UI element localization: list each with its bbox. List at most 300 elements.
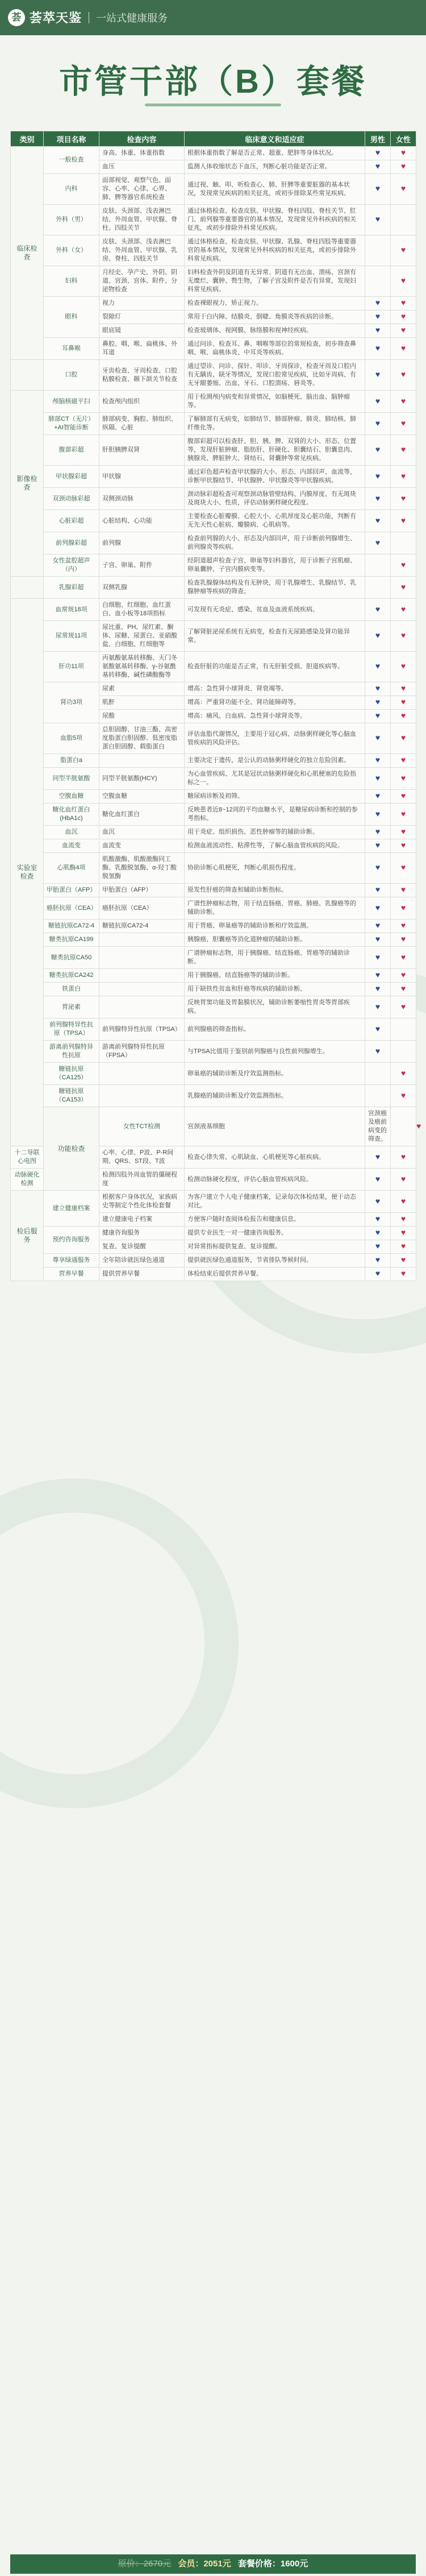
heart-icon: ♥ <box>400 755 406 764</box>
meaning-cell: 体检结束后提供营养早餐。 <box>185 1268 365 1281</box>
content-cell: 根据客户身体状况，家族病史等制定个性化体检套餐 <box>99 1191 185 1213</box>
category-cell: 功能检查 <box>44 1107 99 1191</box>
content-cell: 身高、体重、体重指数 <box>99 147 185 160</box>
female-applicable-cell <box>391 1227 416 1240</box>
female-applicable-cell <box>391 413 416 435</box>
male-applicable-cell <box>365 338 391 360</box>
item-name-cell: 内科 <box>44 174 99 205</box>
heart-icon: ♥ <box>400 697 406 706</box>
male-applicable-cell <box>365 1213 391 1227</box>
meaning-cell: 了解肾脏泌尿系统有无病变，检查有无尿路感染及肾功能异常。 <box>185 621 365 652</box>
heart-icon: ♥ <box>400 885 406 894</box>
table-row <box>11 147 416 160</box>
content-cell: 建立健康电子档案 <box>99 1213 185 1227</box>
table-row <box>11 920 416 933</box>
item-name-cell: 肾功3项 <box>44 682 99 723</box>
female-applicable-cell <box>391 1018 416 1041</box>
heart-icon: ♥ <box>375 343 381 353</box>
content-cell <box>99 1063 185 1085</box>
item-name-cell: 建立健康档案 <box>44 1191 99 1227</box>
heart-icon: ♥ <box>375 921 381 930</box>
item-name-cell: 女性盆腔超声（内） <box>44 554 99 577</box>
meaning-cell: 用于检测颅内病变和异常情况，如脑梗死、脑出血、脑肿瘤等。 <box>185 391 365 413</box>
female-applicable-cell <box>391 1169 416 1191</box>
item-name-cell: 心肌酶4项 <box>44 853 99 884</box>
item-name-cell: 血沉 <box>44 826 99 839</box>
male-applicable-cell <box>365 696 391 710</box>
meaning-cell: 通过问诊、检查耳、鼻、咽喉等部位的常规检查，初步筛查鼻咽、喉、扁桃体炎、中耳炎等疾病。 <box>185 338 365 360</box>
meaning-cell: 提供专业医生一对一健康咨询服务。 <box>185 1227 365 1240</box>
title-underline <box>145 103 281 106</box>
content-cell: 空腹血糖 <box>99 790 185 804</box>
item-name-cell: 血常规18项 <box>44 599 99 621</box>
meaning-cell: 广谱肿瘤标志物，用于胰腺癌、结直肠癌、胃癌等的辅助诊断。 <box>185 947 365 969</box>
heart-icon: ♥ <box>375 661 381 670</box>
background-watermark <box>0 1478 239 1808</box>
item-name-cell: 肝功11项 <box>44 652 99 682</box>
heart-icon: ♥ <box>400 370 406 379</box>
female-applicable-cell <box>391 1240 416 1254</box>
content-cell: 裂隙灯 <box>99 310 185 324</box>
item-name-cell: 糖链抗原CA72-4 <box>44 920 99 933</box>
female-applicable-cell <box>391 983 416 996</box>
heart-icon: ♥ <box>375 1152 381 1161</box>
header-male: 男性 <box>365 131 391 147</box>
table-row <box>11 466 416 488</box>
meaning-cell: 为客户建立个人电子健康档案，记录每次体检结果，便于动态对比。 <box>185 1191 365 1213</box>
female-applicable-cell <box>391 147 416 160</box>
category-cell <box>11 360 44 391</box>
female-applicable-cell <box>391 754 416 768</box>
meaning-cell: 通过彩色超声检查甲状腺的大小、形态、内部回声、血流等，诊断甲状腺结节、甲状腺肿、甲状腺炎等甲状腺疾病。 <box>185 466 365 488</box>
header-meaning: 临床意义和适应症 <box>185 131 365 147</box>
heart-icon: ♥ <box>400 840 406 850</box>
content-cell: 提供营养早餐 <box>99 1268 185 1281</box>
heart-icon: ♥ <box>375 1214 381 1223</box>
heart-icon: ♥ <box>375 214 381 223</box>
table-row <box>11 804 416 826</box>
male-applicable-cell <box>365 996 391 1018</box>
male-applicable-cell <box>365 174 391 205</box>
female-applicable-cell <box>391 1254 416 1268</box>
female-applicable-cell <box>391 826 416 839</box>
heart-icon: ♥ <box>400 493 406 503</box>
content-cell <box>99 983 185 996</box>
item-name-cell: 营养早餐 <box>44 1268 99 1281</box>
table-row <box>11 621 416 652</box>
table-row <box>11 488 416 510</box>
meaning-cell: 胰腺癌、胆囊癌等消化道肿瘤的辅助诊断。 <box>185 933 365 947</box>
female-applicable-cell <box>391 839 416 853</box>
heart-icon: ♥ <box>375 184 381 193</box>
meaning-cell: 了解肺部有无病变，如肺结节、肺部肿瘤、肺炎、肺结核、肺纤维化等。 <box>185 413 365 435</box>
content-cell: 宫颈液基细胞 <box>185 1107 365 1146</box>
meaning-cell: 对异常指标提供复查、复诊提醒。 <box>185 1240 365 1254</box>
heart-icon: ♥ <box>375 952 381 962</box>
table-row <box>11 790 416 804</box>
package-table <box>10 131 421 1281</box>
table-row <box>11 1063 416 1085</box>
table-row <box>11 577 416 599</box>
table-row <box>11 554 416 577</box>
male-applicable-cell <box>365 1268 391 1281</box>
package-table-wrapper <box>10 131 421 1281</box>
category-cell <box>11 577 44 599</box>
meaning-cell: 通过体格检查、检查皮肤、甲状腺、脊柱四肢、脊柱关节、肛门、前列腺等重要器官的基本情况，发现常见外科疾病的相关征兆，或初步排除外科常见疾病。 <box>185 205 365 235</box>
male-applicable-cell <box>365 897 391 920</box>
meaning-cell: 主要检查心脏瓣膜、心腔大小、心肌厚度及心脏功能，判断有无先天性心脏病、瓣膜病、心肌病等。 <box>185 510 365 532</box>
content-cell: 月经史、孕产史、外阴、阴道、宫颈、宫体、附件、分泌物检查 <box>99 266 185 297</box>
male-applicable-cell <box>365 754 391 768</box>
brand-name: 荟萃天鉴 <box>30 11 82 25</box>
content-cell: 癌胚抗原（CEA） <box>99 897 185 920</box>
heart-icon: ♥ <box>375 1174 381 1183</box>
item-name-cell: 眼科 <box>44 297 99 338</box>
female-applicable-cell <box>391 897 416 920</box>
item-name-cell: 同型半胱氨酸 <box>44 768 99 790</box>
meaning-cell: 增高：急性肾小球肾炎、肾衰竭等。 <box>185 682 365 696</box>
heart-icon: ♥ <box>400 934 406 943</box>
female-applicable-cell <box>391 768 416 790</box>
meaning-cell: 通过望诊、问诊、探针、叩诊、牙周探诊，检查牙周及口腔内有无龋齿、缺牙等情况，发现口腔常见疾病，比如牙周病、有无牙龈萎缩、出血、牙石、口腔溃疡、唇炎等。 <box>185 360 365 391</box>
meaning-cell: 方便客户随时查阅体检报告和健康信息。 <box>185 1213 365 1227</box>
heart-icon: ♥ <box>400 921 406 930</box>
heart-icon: ♥ <box>375 418 381 428</box>
female-applicable-cell <box>391 599 416 621</box>
male-applicable-cell <box>365 488 391 510</box>
content-cell <box>99 754 185 768</box>
heart-icon: ♥ <box>400 1269 406 1278</box>
content-cell: 血压 <box>99 160 185 174</box>
heart-icon: ♥ <box>375 791 381 800</box>
heart-icon: ♥ <box>400 1152 406 1161</box>
header-category: 类别 <box>11 131 44 147</box>
meaning-cell: 常用于白内障、结膜炎、倒睫、角膜炎等疾病的诊断。 <box>185 310 365 324</box>
female-applicable-cell <box>391 853 416 884</box>
female-applicable-cell <box>391 466 416 488</box>
table-row <box>11 933 416 947</box>
heart-icon: ♥ <box>375 711 381 720</box>
heart-icon: ♥ <box>375 863 381 872</box>
table-row <box>11 996 416 1018</box>
content-cell: 复查、复诊提醒 <box>99 1240 185 1254</box>
item-name-cell: 心脏彩超 <box>44 510 99 532</box>
item-name-cell: 血脂5项 <box>44 723 99 754</box>
male-applicable-cell <box>391 1107 416 1146</box>
female-applicable-cell <box>391 577 416 599</box>
heart-icon: ♥ <box>400 604 406 614</box>
heart-icon: ♥ <box>375 1024 381 1033</box>
table-row <box>11 754 416 768</box>
male-applicable-cell <box>365 510 391 532</box>
meaning-cell: 通过体格检查、检查皮肤、甲状腺、乳腺、脊柱四肢等重要器官的基本情况，发现常见外科疾病的相关征兆，或初步排除外科常见疾病。 <box>185 235 365 266</box>
table-row <box>11 1107 416 1146</box>
content-cell: 前列腺 <box>99 532 185 554</box>
male-applicable-cell <box>365 1191 391 1213</box>
page-title: 市管干部（B）套餐 <box>59 63 367 100</box>
heart-icon: ♥ <box>400 1228 406 1237</box>
category-cell: 检后服务 <box>11 1191 44 1281</box>
content-cell: 总胆固醇、甘油三酯、高密度脂蛋白胆固醇、低密度脂蛋白胆固醇、载脂蛋白 <box>99 723 185 754</box>
item-name-cell: 空腹血糖 <box>44 790 99 804</box>
content-cell: 全年陪诊就医绿色通道 <box>99 1254 185 1268</box>
male-applicable-cell <box>365 826 391 839</box>
meaning-cell: 广谱性肿瘤标志物，用于结直肠癌、胃癌、肺癌、乳腺癌等的辅助诊断。 <box>185 897 365 920</box>
item-name-cell: 尿常规11项 <box>44 621 99 652</box>
heart-icon: ♥ <box>400 791 406 800</box>
heart-icon: ♥ <box>375 537 381 547</box>
male-applicable-cell <box>365 1146 391 1169</box>
heart-icon: ♥ <box>400 184 406 193</box>
heart-icon: ♥ <box>375 515 381 525</box>
female-applicable-cell <box>391 1268 416 1281</box>
item-name-cell: 外科（女） <box>44 235 99 266</box>
table-row <box>11 235 416 266</box>
female-applicable-cell <box>391 682 416 696</box>
item-name-cell: 糖类抗原CA242 <box>44 969 99 983</box>
female-applicable-cell <box>391 996 416 1018</box>
header-item: 项目名称 <box>44 131 99 147</box>
table-row <box>11 884 416 897</box>
female-applicable-cell <box>391 488 416 510</box>
female-applicable-cell <box>391 947 416 969</box>
male-applicable-cell <box>365 1041 391 1063</box>
heart-icon: ♥ <box>400 471 406 481</box>
content-cell: 血沉 <box>99 826 185 839</box>
heart-icon: ♥ <box>375 902 381 912</box>
meaning-cell: 卵巢癌的辅助诊断及疗效监测指标。 <box>185 1063 365 1085</box>
male-applicable-cell <box>365 147 391 160</box>
heart-icon: ♥ <box>400 809 406 818</box>
brand-logo[interactable] <box>8 9 168 26</box>
male-applicable-cell <box>365 266 391 297</box>
female-applicable-cell <box>391 1213 416 1227</box>
female-applicable-cell <box>391 554 416 577</box>
female-applicable-cell <box>391 969 416 983</box>
price-footer <box>10 2554 416 2574</box>
female-applicable-cell <box>391 1085 416 1107</box>
heart-icon: ♥ <box>375 325 381 334</box>
female-applicable-cell <box>391 310 416 324</box>
content-cell: 皮肤、头颈部、浅表淋巴结、外周血管、甲状腺、乳房、脊柱、四肢关节 <box>99 235 185 266</box>
heart-icon: ♥ <box>375 773 381 782</box>
table-row <box>11 682 416 696</box>
table-row <box>11 853 416 884</box>
heart-icon: ♥ <box>400 773 406 782</box>
item-name-cell: 甲胎蛋白（AFP） <box>44 884 99 897</box>
table-row <box>11 510 416 532</box>
male-applicable-cell <box>365 790 391 804</box>
item-name-cell: 糖链抗原（CA153） <box>44 1085 99 1107</box>
heart-icon: ♥ <box>400 733 406 742</box>
item-name-cell: 胃泌素 <box>44 996 99 1018</box>
heart-icon: ♥ <box>416 1121 421 1130</box>
heart-icon: ♥ <box>375 161 381 171</box>
meaning-cell: 检测动脉硬化程度，评估心脑血管疾病风险。 <box>185 1169 365 1191</box>
item-name-cell: 十二导联心电图 <box>11 1146 44 1169</box>
heart-icon: ♥ <box>400 984 406 993</box>
female-applicable-cell <box>391 723 416 754</box>
meaning-cell: 可发现有无炎症、感染、贫血及血液系统疾病。 <box>185 599 365 621</box>
male-applicable-cell <box>365 1085 391 1107</box>
male-applicable-cell <box>365 884 391 897</box>
heart-icon: ♥ <box>375 148 381 157</box>
content-cell: 检测四肢外周血管的僵硬程度 <box>99 1169 185 1191</box>
heart-icon: ♥ <box>375 697 381 706</box>
male-applicable-cell <box>365 391 391 413</box>
male-applicable-cell <box>365 1018 391 1041</box>
logo-icon: 荟 <box>8 9 25 26</box>
heart-icon: ♥ <box>375 631 381 640</box>
content-cell: 尿比重、PH、尿红素、酮体、尿糖、尿蛋白、亚硝酸盐、白细胞、红细胞等 <box>99 621 185 652</box>
table-row <box>11 983 416 996</box>
heart-icon: ♥ <box>375 1228 381 1237</box>
content-cell: 眼底镜 <box>99 324 185 338</box>
male-applicable-cell <box>365 804 391 826</box>
item-name-cell: 妇科 <box>44 266 99 297</box>
category-cell: 影像检查 <box>11 391 44 577</box>
female-applicable-cell <box>391 360 416 391</box>
content-cell: 肺部病变、胸腔、肺组织、纵隔、心脏 <box>99 413 185 435</box>
content-cell: 子宫、卵巢、附件 <box>99 554 185 577</box>
heart-icon: ♥ <box>375 885 381 894</box>
meaning-cell: 前列腺癌的筛查指标。 <box>185 1018 365 1041</box>
content-cell: 心脏结构、心功能 <box>99 510 185 532</box>
content-cell: 甲胎蛋白（AFP） <box>99 884 185 897</box>
male-applicable-cell <box>365 768 391 790</box>
table-row <box>11 839 416 853</box>
category-cell: 临床检查 <box>11 147 44 360</box>
male-applicable-cell <box>365 1063 391 1085</box>
female-applicable-cell <box>391 435 416 466</box>
table-row <box>11 1041 416 1063</box>
content-cell: 尿素 <box>99 682 185 696</box>
content-cell: 鼻腔、咽、喉、扁桃体、外耳道 <box>99 338 185 360</box>
item-name-cell: 预约咨询服务 <box>44 1227 99 1254</box>
heart-icon: ♥ <box>375 809 381 818</box>
table-row <box>11 532 416 554</box>
table-row <box>11 768 416 790</box>
male-applicable-cell <box>365 1169 391 1191</box>
meaning-cell: 检测血液流动性、粘滞性等，了解心脑血管疾病的风险。 <box>185 839 365 853</box>
heart-icon: ♥ <box>400 582 406 591</box>
item-name-cell: 口腔 <box>44 360 99 391</box>
meaning-cell: 用于胃癌、卵巢癌等的辅助诊断和疗效监测。 <box>185 920 365 933</box>
female-applicable-cell <box>391 338 416 360</box>
heart-icon: ♥ <box>400 684 406 693</box>
table-row <box>11 338 416 360</box>
male-applicable-cell <box>365 839 391 853</box>
heart-icon: ♥ <box>400 445 406 454</box>
female-applicable-cell <box>391 933 416 947</box>
heart-icon: ♥ <box>400 276 406 285</box>
table-row <box>11 205 416 235</box>
content-cell: 游离前列腺特异性抗原（FPSA） <box>99 1041 185 1063</box>
male-applicable-cell <box>365 554 391 577</box>
content-cell: 双侧颈动脉 <box>99 488 185 510</box>
meaning-cell: 妇科检查外阴及阴道有无异常、阴道有无出血、溃疡、宫颈有无糜烂、囊肿、赘生物，了解子宫及附件是否有异常，发现妇科常见疾病。 <box>185 266 365 297</box>
female-applicable-cell <box>391 1041 416 1063</box>
female-applicable-cell <box>391 1146 416 1169</box>
meaning-cell: 糖尿病诊断及初筛。 <box>185 790 365 804</box>
table-row <box>11 947 416 969</box>
member-price: 会员：2051元 <box>178 2559 231 2569</box>
heart-icon: ♥ <box>400 827 406 836</box>
content-cell <box>99 1085 185 1107</box>
item-name-cell: 耳鼻喉 <box>44 338 99 360</box>
meaning-cell: 增高：痛风、白血病、急性肾小球肾炎等。 <box>185 710 365 723</box>
heart-icon: ♥ <box>375 396 381 405</box>
heart-icon: ♥ <box>400 661 406 670</box>
item-name-cell: 尊享绿通服务 <box>44 1254 99 1268</box>
heart-icon: ♥ <box>400 515 406 525</box>
meaning-cell: 监测人体收缩状态下血压，判断心脏功能是否正常。 <box>185 160 365 174</box>
table-row <box>11 1268 416 1281</box>
item-name-cell: 颅脑核磁平扫 <box>44 391 99 413</box>
header-content: 检查内容 <box>99 131 185 147</box>
heart-icon: ♥ <box>400 902 406 912</box>
item-name-cell: 前列腺特异性抗原（TPSA） <box>44 1018 99 1041</box>
male-applicable-cell <box>365 933 391 947</box>
heart-icon: ♥ <box>375 312 381 321</box>
meaning-cell: 为心血管疾病、尤其是冠状动脉粥样硬化和心肌梗塞的危险指标之一。 <box>185 768 365 790</box>
heart-icon: ♥ <box>400 1196 406 1206</box>
item-name-cell: 动脉硬化检测 <box>11 1169 44 1191</box>
item-name-cell: 肺部CT（无片）+AI智能诊断 <box>44 413 99 435</box>
item-name-cell: 一般检查 <box>44 147 99 174</box>
content-cell: 视力 <box>99 297 185 310</box>
table-row <box>11 1227 416 1240</box>
table-row <box>11 413 416 435</box>
heart-icon: ♥ <box>400 148 406 157</box>
meaning-cell: 增高：严重肾功能不全、肾功能障碍等。 <box>185 696 365 710</box>
heart-icon: ♥ <box>400 245 406 254</box>
male-applicable-cell <box>365 1240 391 1254</box>
content-cell: 肌酐 <box>99 696 185 710</box>
table-row <box>11 391 416 413</box>
brand-bar <box>0 0 426 35</box>
item-name-cell: 乳腺彩超 <box>44 577 99 599</box>
brand-slogan: 一站式健康服务 <box>96 12 168 24</box>
item-name-cell: 前列腺彩超 <box>44 532 99 554</box>
heart-icon: ♥ <box>375 1241 381 1250</box>
heart-icon: ♥ <box>400 1068 406 1078</box>
heart-icon: ♥ <box>375 827 381 836</box>
content-cell: 健康咨询服务 <box>99 1227 185 1240</box>
meaning-cell: 与TPSA比值用于鉴别前列腺癌与良性前列腺增生。 <box>185 1041 365 1063</box>
female-applicable-cell <box>391 920 416 933</box>
heart-icon: ♥ <box>375 1255 381 1264</box>
table-row <box>11 360 416 391</box>
male-applicable-cell <box>365 360 391 391</box>
male-applicable-cell <box>365 577 391 599</box>
content-cell: 丙氨酸氨基转移酶、天门冬氨酸氨基转移酶、γ-谷氨酰基转移酶、碱性磷酸酶等 <box>99 652 185 682</box>
female-applicable-cell <box>391 297 416 310</box>
male-applicable-cell <box>365 983 391 996</box>
content-cell: 心率、心律、P波、P-R间期、QRS、ST段、T波 <box>99 1146 185 1169</box>
meaning-cell: 宫颈癌及癌前病变的筛查。 <box>365 1107 391 1146</box>
heart-icon: ♥ <box>400 631 406 640</box>
male-applicable-cell <box>365 969 391 983</box>
meaning-cell: 检查肝脏的功能是否正常，有无肝脏受损、胆道疾病等。 <box>185 652 365 682</box>
item-name-cell: 糖类抗原CA199 <box>44 933 99 947</box>
table-row <box>11 174 416 205</box>
heart-icon: ♥ <box>375 1196 381 1206</box>
content-cell: 牙齿检查、牙周检查、口腔粘膜检查、颞下颌关节检查 <box>99 360 185 391</box>
table-row <box>11 1254 416 1268</box>
item-name-cell: 糖链抗原（CA125） <box>44 1063 99 1085</box>
heart-icon: ♥ <box>400 1255 406 1264</box>
